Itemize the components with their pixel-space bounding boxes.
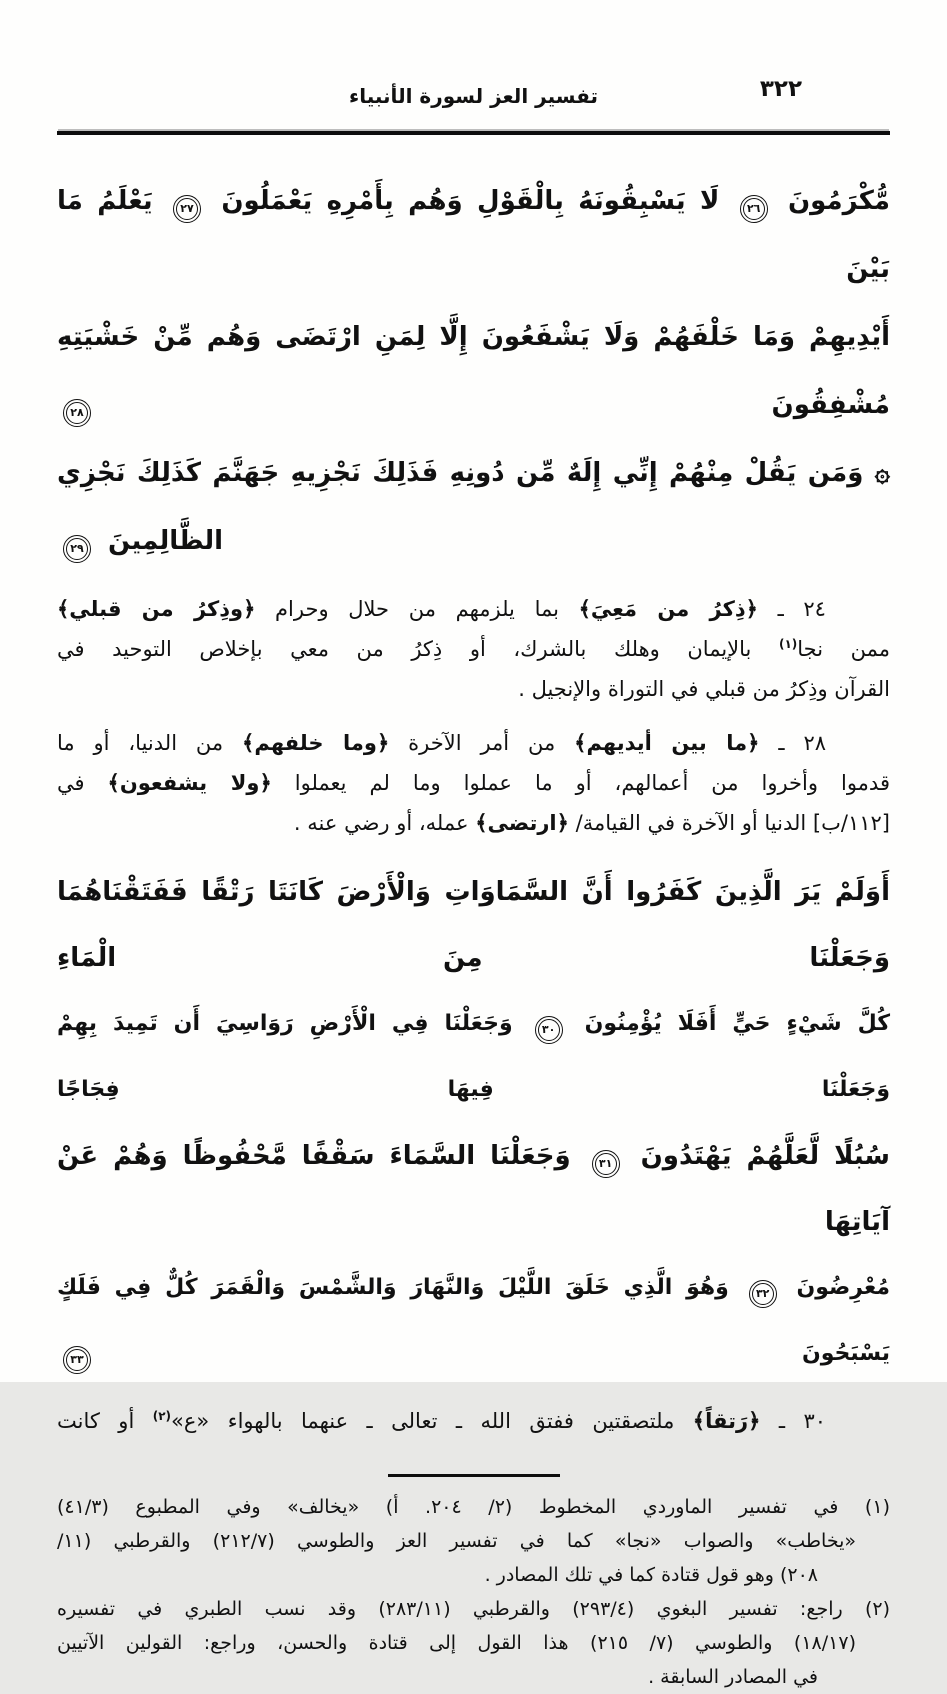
aya-number-medallion: ٣٢	[752, 1283, 774, 1305]
quran-line: كُلَّ شَيْءٍ حَيٍّ أَفَلَا يُؤْمِنُونَ ٣٠ وَجَعَلْنَا فِي الْأَرْضِ رَوَاسِيَ أَن تَمِيدَ بِهِمْ وَجَعَلْنَا فِيهَا فِجَاجًا	[57, 1011, 890, 1102]
commentary-line: القرآن وذِكرُ من قبلي في التوراة والإنجيل .	[518, 677, 890, 701]
aya-number-medallion: ٣٠	[538, 1019, 560, 1041]
footnote-separator	[388, 1474, 560, 1477]
header-rule	[57, 131, 890, 135]
quran-lemma: ﴿ما بين أيديهم﴾	[574, 731, 760, 755]
aya-number-medallion: ٣٣	[66, 1349, 88, 1371]
quran-verses-26-29	[57, 167, 890, 575]
quran-lemma: ﴿وذِكرُ من قبلي﴾	[57, 597, 256, 621]
commentary-para-28	[57, 723, 890, 843]
quran-lemma: ﴿ارتضى﴾	[475, 811, 569, 835]
quran-line: أَيْدِيهِمْ وَمَا خَلْفَهُمْ وَلَا يَشْفَعُونَ إِلَّا لِمَنِ ارْتَضَى وَهُم مِّنْ خَشْيَتِهِ مُشْفِقُونَ ٢٨	[57, 303, 890, 439]
quran-lemma: ﴿ذِكرُ من مَعِيَ﴾	[578, 597, 758, 621]
quran-line: مُعْرِضُونَ ٣٢ وَهُوَ الَّذِي خَلَقَ اللَّيْلَ وَالنَّهَارَ وَالشَّمْسَ وَالْقَمَرَ كُلٌّ فِي فَلَكٍ يَسْبَحُونَ ٣٣	[57, 1255, 890, 1387]
aya-number-medallion: ٣١	[595, 1153, 617, 1175]
footnote-line: ٢٠٨) وهو قول قتادة كما في تلك المصادر .	[484, 1564, 818, 1586]
quran-lemma: ﴿وما خلفهم﴾	[242, 731, 390, 755]
page-number: ٣٢٢	[759, 76, 802, 102]
quran-lemma: ﴿ولا يشفعون﴾	[107, 771, 272, 795]
page-title: تفسير العز لسورة الأنبياء	[348, 84, 598, 108]
footnote-line: في المصادر السابقة .	[648, 1666, 818, 1688]
footnote-line: «يخاطب» والصواب «نجا» كما في تفسير العز والطوسي (٢١٢/٧) والقرطبي (١١/	[57, 1530, 857, 1552]
footnote-2	[57, 1592, 890, 1694]
footnote-ref: (١)	[778, 637, 798, 651]
quran-verses-30-33	[57, 859, 890, 1387]
quran-line: أَوَلَمْ يَرَ الَّذِينَ كَفَرُوا أَنَّ السَّمَاوَاتِ وَالْأَرْضَ كَانَتَا رَتْقًا فَفَتَقْنَاهُمَا وَجَعَلْنَا مِنَ الْمَاءِ	[57, 877, 890, 973]
quran-line: مُّكْرَمُونَ ٢٦ لَا يَسْبِقُونَهُ بِالْقَوْلِ وَهُم بِأَمْرِهِ يَعْمَلُونَ ٢٧ يَعْلَمُ مَا بَيْنَ	[57, 186, 890, 284]
aya-number-medallion: ٢٧	[176, 198, 198, 220]
commentary-line: ٢٨ ـ ﴿ما بين أيديهم﴾ من أمر الآخرة ﴿وما خلفهم﴾ من الدنيا، أو ما	[57, 731, 826, 755]
footnote-line: (١٨/١٧) والطوسي (٧/ ٢١٥) هذا القول إلى قتادة والحسن، وراجع: القولين الآتيين	[57, 1632, 856, 1654]
commentary-para-30	[57, 1401, 890, 1441]
commentary-line: ممن نجا$^{(١)}$ بالإيمان وهلك بالشرك، أو ذِكرُ من معي بإخلاص التوحيد في	[57, 637, 890, 661]
commentary-line-with-folio-marker: [١١٢/ب] الدنيا أو الآخرة في القيامة/ ﴿ارتضى﴾ عمله، أو رضي عنه .	[293, 811, 890, 835]
quran-line: سُبُلًا لَّعَلَّهُمْ يَهْتَدُونَ ٣١ وَجَعَلْنَا السَّمَاءَ سَقْفًا مَّحْفُوظًا وَهُمْ عَنْ آيَاتِهَا	[57, 1141, 891, 1237]
footnote-ref: (٢)	[152, 1409, 172, 1423]
aya-number-medallion: ٢٦	[743, 198, 765, 220]
footnote-line: (٢) راجع: تفسير البغوي (٢٩٣/٤) والقرطبي (٢٨٣/١١) وقد نسب الطبري في تفسيره	[57, 1598, 891, 1620]
quran-line: ۞ وَمَن يَقُلْ مِنْهُمْ إِنِّي إِلَهٌ مِّن دُونِهِ فَذَلِكَ نَجْزِيهِ جَهَنَّمَ كَذَلِكَ نَجْزِي	[57, 458, 890, 488]
aya-number-medallion: ٢٩	[66, 538, 88, 560]
commentary-para-24	[57, 589, 890, 709]
commentary-line: ٣٠ ـ ﴿رَتقاً﴾ ملتصقتين ففتق الله ـ تعالى ـ عنهما بالهواء «ع»$^{(٢)}$ أو كانت	[57, 1409, 826, 1433]
commentary-line: قدموا وأخروا من أعمالهم، أو ما عملوا وما لم يعملوا ﴿ولا يشفعون﴾ في	[57, 771, 890, 795]
quran-line: الظَّالِمِينَ ٢٩	[57, 507, 890, 575]
page-header	[57, 0, 890, 116]
footnote-1	[57, 1490, 890, 1592]
aya-number-medallion: ٢٨	[66, 402, 88, 424]
commentary-line: ٢٤ ـ ﴿ذِكرُ من مَعِيَ﴾ بما يلزمهم من حلال وحرام ﴿وذِكرُ من قبلي﴾	[57, 597, 826, 621]
footnote-line: (١) في تفسير الماوردي المخطوط (٢/ ٢٠٤. أ) «يخالف» وفي المطبوع (٤١/٣)	[57, 1496, 890, 1518]
footnotes-section	[57, 1490, 890, 1694]
quran-lemma: ﴿رَتقاً﴾	[692, 1409, 761, 1433]
